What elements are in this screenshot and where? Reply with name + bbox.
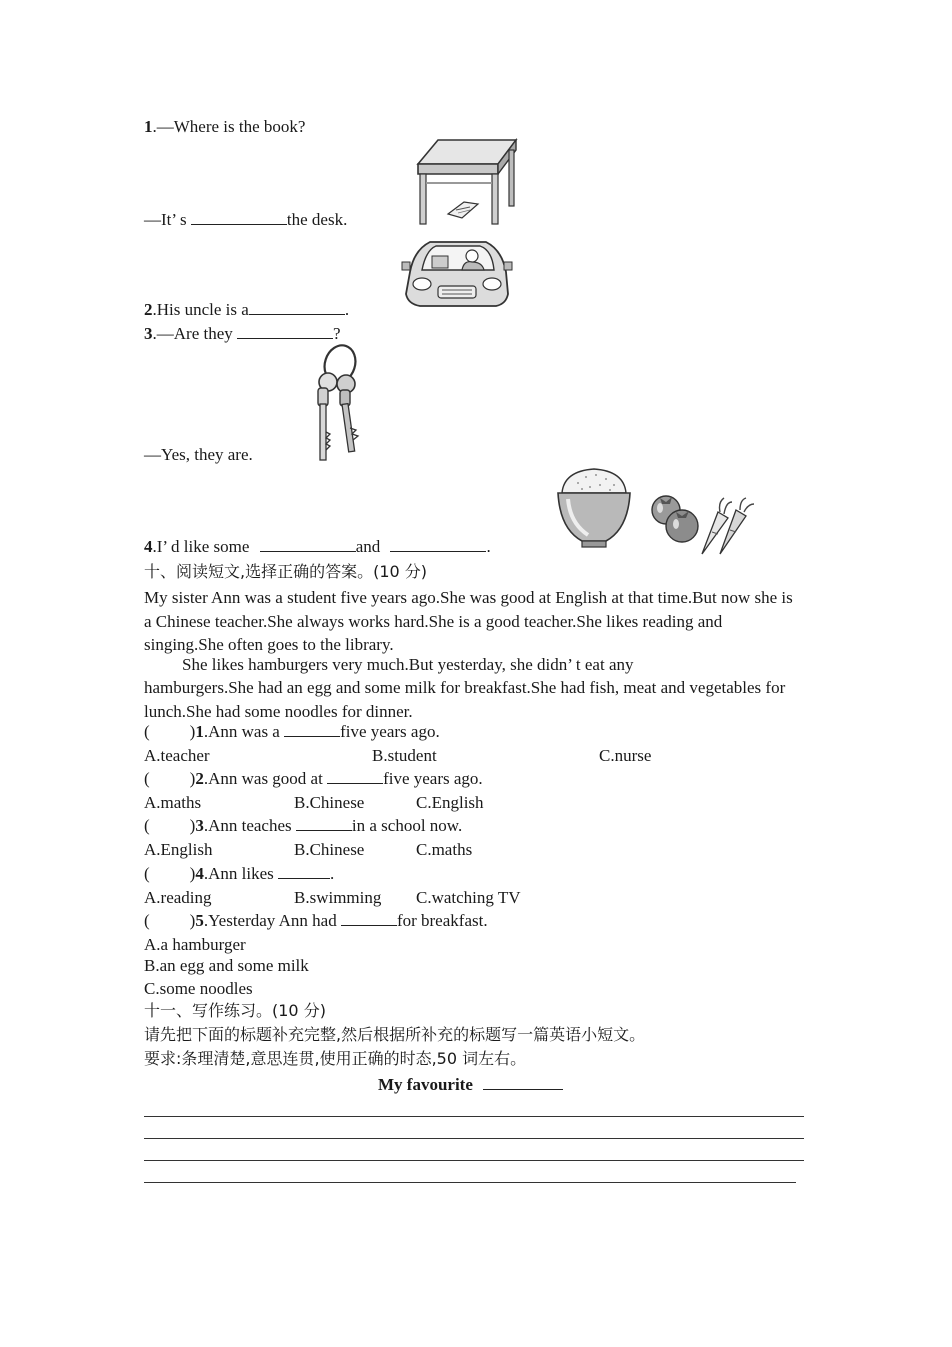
q4-end: . xyxy=(486,537,491,556)
writing-line-1[interactable] xyxy=(144,1116,804,1117)
q5-pre: .Yesterday Ann had xyxy=(203,911,337,930)
writing-title-text: My favourite xyxy=(378,1075,473,1094)
q4-blank-2[interactable] xyxy=(390,536,486,552)
q1-post: five years ago. xyxy=(340,722,440,741)
q5-num: 5 xyxy=(195,911,204,930)
q3-option-b[interactable]: B.Chinese xyxy=(294,840,365,859)
q4-number: 4 xyxy=(144,537,153,556)
reading-paragraph-2-first: She likes hamburgers very much.But yesterday, she didn’ t eat any xyxy=(182,655,634,674)
q4-fill-blank[interactable] xyxy=(278,863,330,879)
q4-mid: and xyxy=(355,537,381,556)
q4-paren-open: ( xyxy=(144,864,150,883)
q2-text: .His uncle is a xyxy=(152,300,249,319)
q2-question xyxy=(144,299,349,321)
q1-pre: .Ann was a xyxy=(203,722,280,741)
q2-post: five years ago. xyxy=(383,769,483,788)
reading-paragraph-1: My sister Ann was a student five years ago.She was good at English at that time.But now she is a Chinese teacher.She always works hard.She is a good teacher.She likes reading and singing.She often goes to the library. xyxy=(144,588,793,654)
q2-blank[interactable] xyxy=(249,299,345,315)
q3-num: 3 xyxy=(195,816,204,835)
q1-num: 1 xyxy=(195,722,204,741)
q4-blank-1[interactable] xyxy=(260,536,356,552)
q1-option-b[interactable]: B.student xyxy=(372,746,437,765)
q1-line1: .—Where is the book? xyxy=(152,117,306,136)
q1-blank[interactable] xyxy=(191,209,287,225)
q5-paren-open: ( xyxy=(144,911,150,930)
q1-question xyxy=(144,116,305,138)
writing-instruction-2: 要求:条理清楚,意思连贯,使用正确的时态,50 词左右。 xyxy=(144,1049,527,1068)
reading-q3 xyxy=(144,815,462,837)
writing-line-4[interactable] xyxy=(144,1182,796,1183)
rice-bowl-icon xyxy=(554,463,634,549)
q2-end: . xyxy=(344,300,350,319)
q2-pre: .Ann was good at xyxy=(203,769,323,788)
carrots-icon xyxy=(690,496,760,556)
q5-post: for breakfast. xyxy=(396,911,488,930)
q4-option-c[interactable]: C.watching TV xyxy=(416,888,521,907)
q3-pre: .Ann teaches xyxy=(203,816,292,835)
q2-fill-blank[interactable] xyxy=(327,768,383,784)
section-10-heading: 十、阅读短文,选择正确的答案。(10 分) xyxy=(144,562,428,581)
q5-fill-blank[interactable] xyxy=(341,910,397,926)
writing-line-3[interactable] xyxy=(144,1160,804,1161)
q5-option-b[interactable]: B.an egg and some milk xyxy=(144,956,309,975)
q5-option-c[interactable]: C.some noodles xyxy=(144,979,253,998)
q4-paren-close: ) xyxy=(189,864,196,883)
q4-pre: .Ann likes xyxy=(203,864,274,883)
writing-title xyxy=(378,1074,563,1096)
q3-paren-open: ( xyxy=(144,816,150,835)
reading-q1 xyxy=(144,721,440,743)
q1-number: 1 xyxy=(144,117,153,136)
q2-paren-close: ) xyxy=(189,769,196,788)
q1-paren-open: ( xyxy=(144,722,150,741)
q4-post: . xyxy=(329,864,335,883)
q1-answer-line xyxy=(144,209,347,231)
q3-option-a[interactable]: A.English xyxy=(144,840,213,859)
q2-option-b[interactable]: B.Chinese xyxy=(294,793,365,812)
q4-option-a[interactable]: A.reading xyxy=(144,888,212,907)
writing-title-blank[interactable] xyxy=(483,1074,563,1090)
q2-number: 2 xyxy=(144,300,153,319)
section-11-heading: 十一、写作练习。(10 分) xyxy=(144,1001,326,1020)
q3-option-c[interactable]: C.maths xyxy=(416,840,473,859)
q3-text: .—Are they xyxy=(152,324,233,343)
q4-num: 4 xyxy=(195,864,204,883)
car-with-driver-icon xyxy=(400,232,515,312)
q2-num: 2 xyxy=(195,769,204,788)
writing-instruction-1: 请先把下面的标题补充完整,然后根据所补充的标题写一篇英语小短文。 xyxy=(144,1025,646,1044)
q3-blank[interactable] xyxy=(237,323,333,339)
reading-q4 xyxy=(144,863,334,885)
q5-paren-close: ) xyxy=(189,911,196,930)
q1-post: the desk. xyxy=(286,210,348,229)
q1-pre: —It’ s xyxy=(144,210,187,229)
reading-q5 xyxy=(144,910,488,932)
q1-paren-close: ) xyxy=(189,722,196,741)
q3-post: in a school now. xyxy=(351,816,463,835)
q1-option-c[interactable]: C.nurse xyxy=(599,746,652,765)
q5-option-a[interactable]: A.a hamburger xyxy=(144,935,246,954)
reading-paragraph-2-rest: hamburgers.She had an egg and some milk for breakfast.She had fish, meat and vegetables for lunch.She had some noodles for dinner. xyxy=(144,678,786,721)
q3-answer: —Yes, they are. xyxy=(144,445,253,464)
q4-text: .I’ d like some xyxy=(152,537,250,556)
q2-paren-open: ( xyxy=(144,769,150,788)
writing-line-2[interactable] xyxy=(144,1138,804,1139)
q3-end: ? xyxy=(333,324,341,343)
desk-with-book-icon xyxy=(412,136,520,228)
q1-option-a[interactable]: A.teacher xyxy=(144,746,210,765)
q3-paren-close: ) xyxy=(189,816,196,835)
q4-question xyxy=(144,536,491,558)
q3-fill-blank[interactable] xyxy=(296,815,352,831)
q2-option-a[interactable]: A.maths xyxy=(144,793,202,812)
q2-option-c[interactable]: C.English xyxy=(416,793,484,812)
keys-icon xyxy=(300,340,380,465)
q4-option-b[interactable]: B.swimming xyxy=(294,888,382,907)
q1-fill-blank[interactable] xyxy=(284,721,340,737)
q3-number: 3 xyxy=(144,324,153,343)
reading-q2 xyxy=(144,768,483,790)
